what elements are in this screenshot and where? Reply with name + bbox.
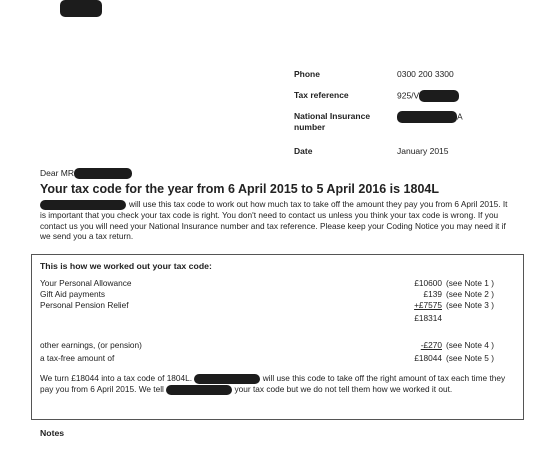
row-label: a tax-free amount of [40, 353, 115, 363]
national-insurance-text: A [457, 111, 463, 122]
notes-heading: Notes [40, 428, 65, 438]
tax-reference-value [397, 90, 459, 102]
national-insurance-value [397, 111, 463, 123]
tax-code-explanation [40, 373, 518, 395]
tax-reference-label: Tax reference [294, 90, 349, 100]
row-label: Gift Aid payments [40, 289, 106, 299]
tax-code-breakdown [31, 254, 524, 420]
subtotal-row [40, 313, 516, 324]
page-title: Your tax code for the year from 6 April 2015 to 5 April 2016 is 1804L [40, 182, 439, 196]
explanation-part-1: We turn £18044 into a tax code of 1804L. [40, 373, 193, 383]
row-label: Personal Pension Relief [40, 300, 129, 310]
row-amount: £18044 [414, 353, 442, 363]
redacted-name [74, 168, 132, 179]
row-note: (see Note 3 ) [446, 300, 494, 310]
date-value: January 2015 [397, 146, 449, 156]
redacted-tax-reference [419, 90, 459, 102]
date-label: Date [294, 146, 313, 156]
row-note: (see Note 5 ) [446, 353, 494, 363]
row-amount: -£270 [420, 340, 442, 350]
explanation-part-2: will use this code to take off the right amount of tax each time they pay you from 6 April 2015. We tell [40, 373, 506, 394]
table-row [40, 300, 516, 311]
row-amount: £139 [423, 289, 442, 299]
row-note: (see Note 1 ) [446, 278, 494, 288]
subtotal-amount: £18314 [414, 313, 442, 323]
greeting [40, 168, 132, 179]
redacted-address [60, 0, 102, 17]
intro-text: will use this tax code to work out how much tax to take off the amount they pay you from 6 April 2015. It is important that you check your tax code is right. You don't need to contact us unless you think your tax code is wrong. If you contact us you will need your National Insurance number and tax reference. Please keep your Coding Notice you may need it if we send you a tax return. [40, 199, 508, 242]
row-amount: £10600 [414, 278, 442, 288]
breakdown-heading: This is how we worked out your tax code: [40, 261, 212, 271]
redacted-national-insurance [397, 111, 457, 123]
phone-label: Phone [294, 69, 320, 79]
greeting-text: Dear MR [40, 168, 75, 178]
table-row [40, 278, 516, 289]
row-amount: +£7575 [414, 300, 442, 310]
national-insurance-label: National Insurance number [294, 111, 371, 132]
table-row [40, 340, 516, 351]
row-label: other earnings, (or pension) [40, 340, 142, 350]
intro-paragraph [40, 199, 515, 242]
redacted-employer [40, 200, 126, 210]
row-note: (see Note 2 ) [446, 289, 494, 299]
row-note: (see Note 4 ) [446, 340, 494, 350]
redacted-employer [166, 385, 232, 395]
phone-value: 0300 200 3300 [397, 69, 454, 79]
explanation-part-3: your tax code but we do not tell them how we worked it out. [234, 383, 453, 394]
redacted-employer [194, 374, 260, 384]
table-row [40, 289, 516, 300]
row-label: Your Personal Allowance [40, 278, 132, 288]
tax-reference-text: 925/V [397, 90, 420, 101]
table-row [40, 353, 516, 364]
